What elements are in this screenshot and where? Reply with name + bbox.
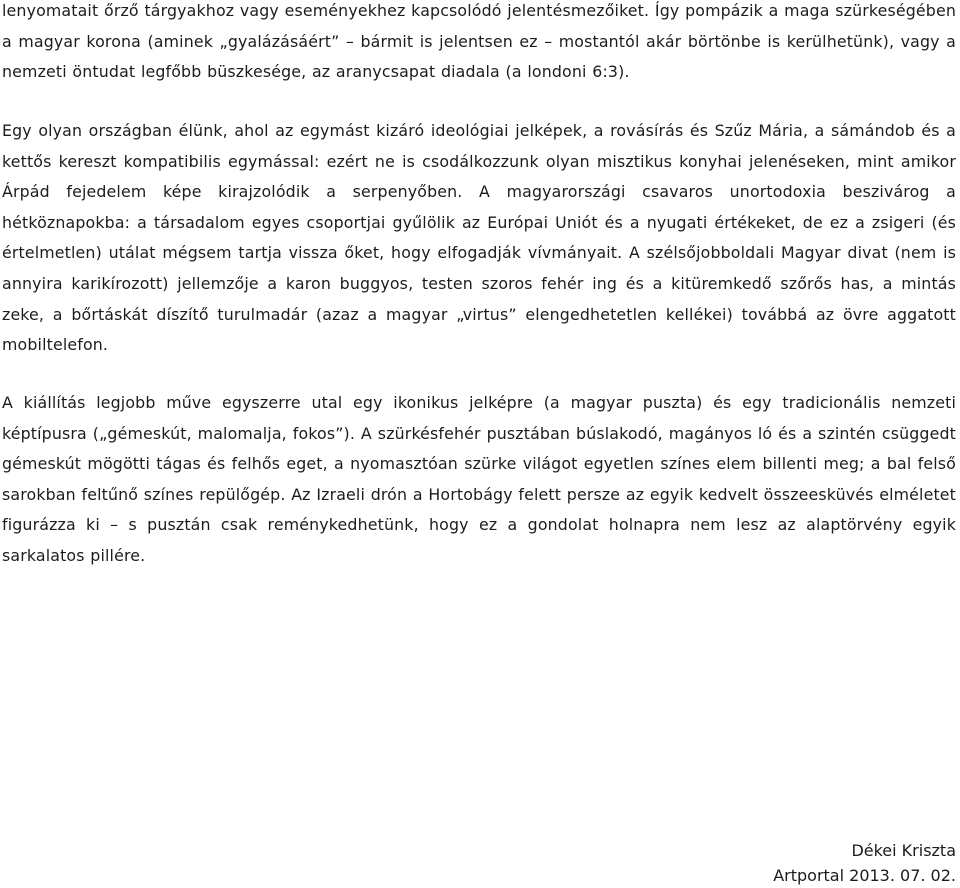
article-paragraph-1: lenyomatait őrző tárgyakhoz vagy eseményekhez kapcsolódó jelentésmezőiket. Így pompázik a maga szürkeségében a magyar korona (aminek „gyalázásáért” – bármit is jelentsen ez – mostantól akár börtönbe is kerülhetünk), vagy a nemzeti öntudat legfőbb büszkesége, az aranycsapat diadala (a londoni 6:3). — [2, 1, 956, 82]
publication-source: Artportal 2013. 07. 02. — [773, 866, 956, 885]
article-paragraph-2: Egy olyan országban élünk, ahol az egymást kizáró ideológiai jelképek, a rovásírás és Szűz Mária, a sámándob és a kettős kereszt kompatibilis egymással: ezért ne is csodálkozzunk olyan misztikus konyhai jelenéseken, mint amikor Árpád fejedelem képe kirajzolódik a serpenyőben. A magyarországi csavaros unortodoxia beszivárog a hétköznapokba: a társadalom egyes csoportjai gyűlölik az Európai Uniót és a nyugati értékeket, de ez a zsigeri (és értelmetlen) utálat mégsem tartja vissza őket, hogy elfogadják vívmányait. A szélsőjobboldali Magyar divat (nem is annyira karikírozott) jellemzője a karon buggyos, testen szoros fehér ing és a kitüremkedő szőrős has, a mintás zeke, a bőrtáskát díszítő turulmadár (azaz a magyar „virtus” elengedhetetlen kellékei) továbbá az övre aggatott mobiltelefon. — [2, 121, 956, 355]
article-paragraph-3: A kiállítás legjobb műve egyszerre utal egy ikonikus jelképre (a magyar puszta) és egy tradicionális nemzeti képtípusra („gémeskút, malomalja, fokos”). A szürkésfehér pusztában búslakodó, magányos ló és a szintén csüggedt gémeskút mögötti tágas és felhős eget, a nyomasztóan szürke világot egyetlen színes elem billenti meg; a bal felső sarokban feltűnő színes repülőgép. Az Izraeli drón a Hortobágy felett persze az egyik kedvelt összeesküvés elméletet figurázza ki – s pusztán csak reménykedhetünk, hogy ez a gondolat holnapra nem lesz az alaptörvény egyik sarkalatos pillére. — [2, 393, 956, 565]
author-name: Dékei Kriszta — [851, 841, 956, 860]
